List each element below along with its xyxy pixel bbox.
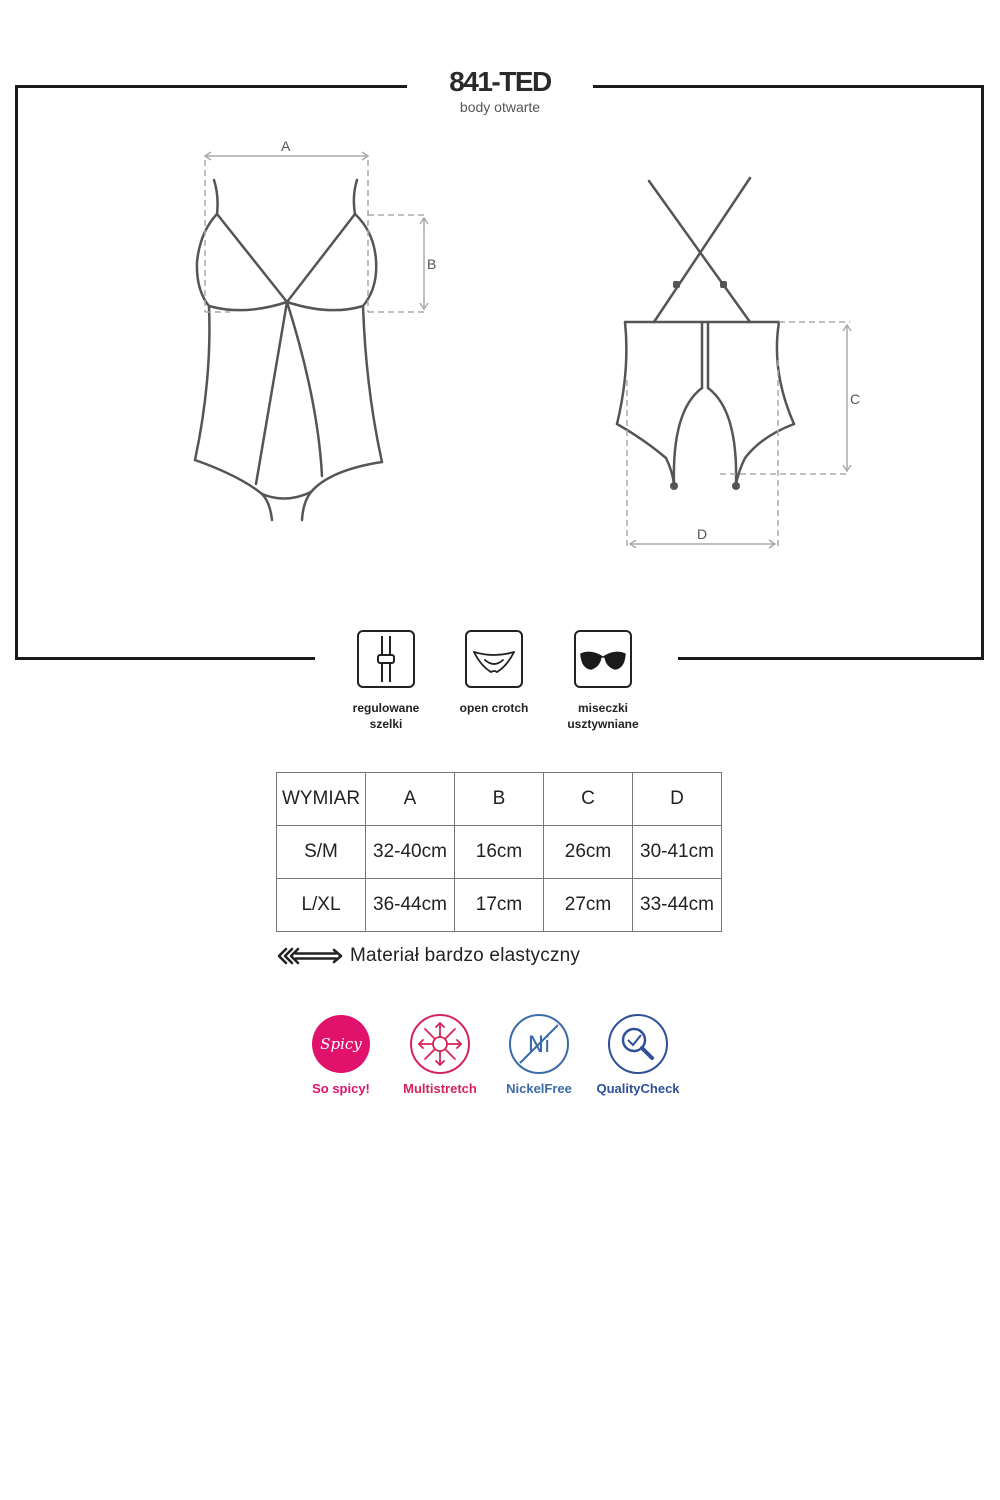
table-header-row — [277, 773, 722, 826]
product-subtitle: body otwarte — [459, 99, 541, 115]
padded-cups-icon — [574, 630, 632, 688]
dimension-label-c: C — [850, 391, 861, 407]
table-cell: 27cm — [544, 879, 633, 932]
dimension-label-d: D — [697, 526, 708, 542]
table-header-cell: B — [455, 773, 544, 826]
badge-quality-check — [588, 1013, 688, 1096]
badge-label: QualityCheck — [596, 1081, 680, 1096]
stretch-note-text: Materiał bardzo elastyczny — [350, 945, 581, 966]
feature-label-line2: szelki — [369, 717, 403, 731]
table-cell: 33-44cm — [633, 879, 722, 932]
badge-multistretch — [390, 1013, 490, 1096]
badge-label: So spicy! — [312, 1081, 370, 1096]
feature-label-line1: miseczki — [577, 701, 629, 715]
table-header-cell: D — [633, 773, 722, 826]
feature-label-line1: regulowane — [352, 701, 420, 715]
table-header-cell: C — [544, 773, 633, 826]
dimension-label-b: B — [427, 256, 437, 272]
table-cell: 26cm — [544, 826, 633, 879]
svg-text:Spicy: Spicy — [320, 1035, 362, 1053]
stretch-note — [276, 942, 580, 970]
table-header-cell: A — [366, 773, 455, 826]
table-cell: 36-44cm — [366, 879, 455, 932]
table-row — [277, 879, 722, 932]
feature-label-line2: usztywniane — [567, 717, 639, 731]
badge-nickel-free — [489, 1013, 589, 1096]
spicy-icon — [310, 1013, 372, 1075]
nickel-free-icon — [508, 1013, 570, 1075]
feature-label-line1: open crotch — [459, 701, 529, 715]
dimension-label-a: A — [281, 138, 291, 154]
adjustable-straps-icon — [357, 630, 415, 688]
size-table — [276, 772, 722, 932]
table-cell: 17cm — [455, 879, 544, 932]
table-cell: 16cm — [455, 826, 544, 879]
badge-spicy — [291, 1013, 391, 1096]
back-view-drawing — [0, 0, 1000, 660]
table-cell: 32-40cm — [366, 826, 455, 879]
table-row — [277, 826, 722, 879]
svg-text:Ni: Ni — [527, 1033, 551, 1058]
table-cell: L/XL — [277, 879, 366, 932]
table-header-cell: WYMIAR — [277, 773, 366, 826]
stretch-arrows-icon — [276, 946, 344, 966]
table-cell: 30-41cm — [633, 826, 722, 879]
table-cell: S/M — [277, 826, 366, 879]
feature-padded-cups — [538, 630, 668, 732]
quality-check-icon — [607, 1013, 669, 1075]
badge-label: NickelFree — [506, 1081, 572, 1096]
badge-label: Multistretch — [403, 1081, 477, 1096]
product-code: 841-TED — [449, 66, 551, 97]
open-crotch-icon — [465, 630, 523, 688]
multistretch-icon — [409, 1013, 471, 1075]
